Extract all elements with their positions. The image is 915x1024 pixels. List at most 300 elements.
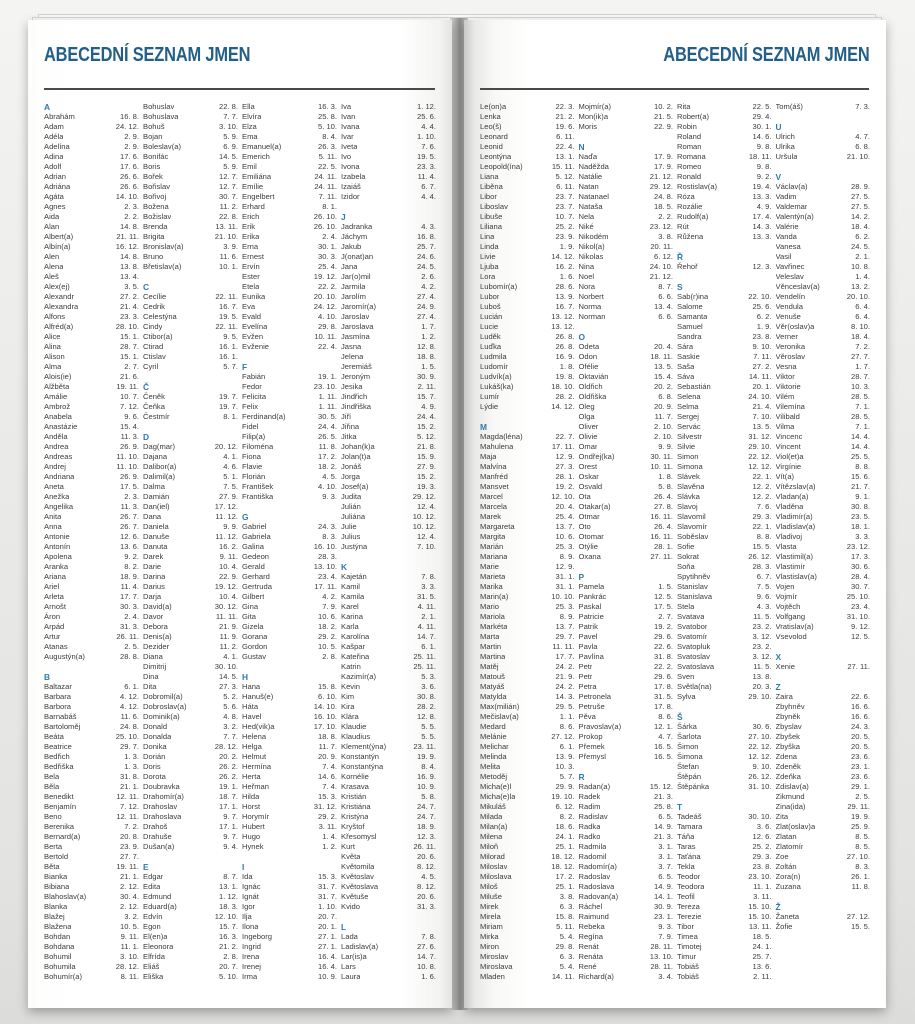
name: Vlastislav(a) [775,572,817,581]
name-entry [480,692,575,702]
date: 10. 11. [314,332,337,341]
name: Karel [341,602,359,611]
name-entry [143,142,238,152]
date: 26. 6. [120,172,139,181]
date: 26. 7. [120,512,139,521]
name-entry [480,362,575,372]
date: 15. 4. [654,372,673,381]
name-entry [480,202,575,212]
name-entry [579,952,674,962]
name-entry [341,582,436,592]
date: 27. 5. [851,202,870,211]
name-entry [579,742,674,752]
name: Ludomír [480,362,508,371]
name: Gerald [242,562,265,571]
name: Mariana [480,552,508,561]
date: 12. 6. [752,832,772,841]
name-entry [480,432,575,442]
name-entry [44,232,139,242]
name-entry [341,232,436,242]
name: Ondřej(ka) [578,452,615,461]
name: Berta [44,842,63,851]
name-entry [480,672,575,682]
name-entry [776,352,871,362]
name-entry [677,212,772,222]
date: 24. 8. [654,192,673,201]
name: Odon [578,352,598,361]
name-entry [143,292,238,302]
date: 25. 11. [413,652,436,661]
date: 30. 8. [851,502,870,511]
date: 4. 6. [223,462,238,471]
name-entry [44,722,139,732]
date: 13. 4. [120,272,139,281]
name: Dimitrij [143,662,167,671]
date: 9. 3. [658,922,673,931]
date: 1. 3. [124,752,139,761]
name: Jonáš [341,462,362,471]
date: 18. 7. [219,792,238,801]
name-entry [44,352,139,362]
name: Blažena [44,922,72,931]
name: Adrian [44,172,66,181]
name-entry [579,482,674,492]
date: 9. 7. [223,812,238,821]
name-entry [677,562,772,572]
name-entry [480,902,575,912]
name-entry [579,272,674,282]
name: Anežka [44,492,70,501]
diary-spread [28,12,886,1010]
date: 21. 10. [214,232,238,241]
date: 3. 12. [752,652,772,661]
name-entry [480,442,575,452]
name-entry [143,452,238,462]
date: 5. 5. [421,722,436,731]
name-entry [44,782,139,792]
name: Mirek [480,902,499,911]
name: Bohumila [44,962,76,971]
date: 25. 9. [851,822,870,831]
name-entry [579,452,674,462]
name: Luboš [480,302,501,311]
date: 17. 6. [120,162,139,171]
name-entry [677,622,772,632]
name: Rita [677,102,691,111]
date: 2. 5. [124,642,139,651]
name: Bedřiška [44,762,74,771]
name-entry [143,122,238,132]
date: 7. 6. [421,142,436,151]
name-entry [143,802,238,812]
date: 16. 6. [851,712,870,721]
name-entry [579,882,674,892]
name: Evelína [242,322,268,331]
date: 7. 9. [658,932,673,941]
date: 19. 1. [318,372,337,381]
name: Klára [341,712,359,721]
date: 30. 11. [650,452,673,461]
date: 9. 10. [752,342,772,351]
name: Natanael [578,192,609,201]
name: Ivan [341,112,356,121]
date: 2. 3. [124,202,139,211]
name: Ariel [44,582,60,591]
name: Hermína [242,762,272,771]
name-entry [480,302,575,312]
name: Mojmír(a) [578,102,611,111]
date: 26. 8. [555,332,575,341]
name: Beno [44,812,62,821]
date: 20. 12. [214,442,238,451]
date: 23. 1. [654,912,673,921]
date: 24. 1. [555,832,575,841]
name-entry [480,152,575,162]
date: 12. 3. [417,832,436,841]
name-entry [480,592,575,602]
name-entry [579,392,674,402]
name: Norman [578,312,606,321]
name-entry [341,592,436,602]
name-entry [480,852,575,862]
name-entry [677,852,772,862]
date: 15. 11. [551,162,575,171]
name: Jadranka [341,222,373,231]
section-letter: Č [143,382,150,392]
name: Zlat(oslav)a [775,822,816,831]
date: 6. 5. [658,812,673,821]
date: 25. 11. [413,662,436,671]
name-entry [143,672,238,682]
name-entry [44,452,139,462]
name: Iveta [341,142,358,151]
name-entry [341,222,436,232]
name-entry [341,512,436,522]
name: Vojmír [775,592,798,601]
name-entry [776,252,871,262]
name-entry [143,812,238,822]
name-entry [579,842,674,852]
date: 17. 1. [219,822,238,831]
name-entry [677,912,772,922]
name: Romana [677,152,706,161]
name-entry [677,942,772,952]
date: 29. 2. [318,812,337,821]
date: 25. 7. [752,952,772,961]
name-column [677,102,772,990]
name-entry [44,522,139,532]
date: 20. 11. [650,242,673,251]
date: 12. 8. [417,342,436,351]
date: 2. 7. [658,612,673,621]
date: 6. 4. [855,302,870,311]
date: 24. 7. [417,812,436,821]
name: Bianka [44,872,68,881]
date: 25. 8. [318,112,337,121]
name: Doris [143,762,161,771]
name: Terezie [677,912,702,921]
name-entry [143,842,238,852]
name-entry [776,552,871,562]
name: Přemysl [578,752,606,761]
section-letter: B [44,672,51,682]
name-entry [242,182,337,192]
date: 3. 6. [756,822,772,831]
name: Slavomil [677,512,706,521]
date: 16. 3. [318,102,337,111]
name-entry [143,512,238,522]
name: Donalda [143,732,172,741]
date: 3. 11. [753,892,772,901]
name: Renáta [578,952,603,961]
name-entry [579,102,674,112]
date: 14. 9. [654,822,673,831]
date: 24. 4. [417,412,436,421]
name-entry [677,782,772,792]
name: Rozálie [677,202,703,211]
date: 20. 1. [752,382,772,391]
date: 22. 7. [555,432,575,441]
name-entry [776,472,871,482]
name: Daniela [143,522,169,531]
name-entry [480,562,575,572]
name-entry [776,732,871,742]
name-entry [341,142,436,152]
name: Libor [480,192,497,201]
name-entry [677,732,772,742]
date: 16. 2. [555,262,575,271]
date: 22. 11. [215,322,238,331]
name-entry [44,392,139,402]
name-entry [341,702,436,712]
name: Jorga [341,472,360,481]
name-entry [677,772,772,782]
date: 14. 10. [313,702,337,711]
name: Fedor [242,382,262,391]
date: 18. 11. [650,352,673,361]
name: Leontýna [480,152,512,161]
date: 8. 6. [559,722,575,731]
date: 22. 1. [752,472,772,481]
date: 20. 2. [654,382,673,391]
date: 5. 8. [421,792,436,801]
date: 27. 10. [748,732,772,741]
name-entry [44,932,139,942]
date: 31. 3. [417,902,436,911]
name: Alžběta [44,382,70,391]
name-entry [776,922,871,932]
date: 19. 2. [654,622,673,631]
name-entry [579,282,674,292]
date: 1. 8. [559,362,575,371]
name-entry [480,682,575,692]
date: 14. 7. [417,632,436,641]
date: 16. 4. [318,962,337,971]
name-entry [776,232,871,242]
name: Radek [578,792,601,801]
date: 13. 6. [752,962,772,971]
date: 29. 4. [752,112,772,121]
date: 18. 4. [851,332,870,341]
name-entry [242,242,337,252]
date: 22. 4. [318,342,337,351]
name: Žaneta [775,912,800,921]
name: Alen [44,252,60,261]
date: 30. 6. [851,562,870,571]
section-letter: S [677,282,683,292]
date: 28. 6. [555,282,575,291]
date: 12. 1. [654,722,673,731]
name-entry [776,852,871,862]
date: 8. 8. [756,532,772,541]
date: 29. 11. [847,802,870,811]
name: Lucie [480,322,499,331]
date: 19. 8. [555,372,575,381]
date: 22. 6. [654,642,673,651]
name-entry [242,232,337,242]
name-entry [677,452,772,462]
name: Doubravka [143,782,180,791]
date: 20. 7. [219,962,238,971]
name-entry [242,292,337,302]
date: 8. 1. [322,202,337,211]
date: 31. 10. [748,782,772,791]
name: Evald [242,312,261,321]
date: 3. 3. [855,532,870,541]
name-entry [242,652,337,662]
name-entry [143,622,238,632]
name-entry [776,342,871,352]
date: 21. 7. [851,482,870,491]
date: 14. 7. [417,952,436,961]
name-entry [579,712,674,722]
date: 11. 7. [318,742,337,751]
name-entry [677,582,772,592]
date: 9. 7. [223,832,238,841]
name-entry [242,342,337,352]
date: 22. 6. [851,692,870,701]
name-entry [677,842,772,852]
date: 27. 1. [318,942,337,951]
name: Davor [143,612,164,621]
name-entry [480,252,575,262]
name-entry [44,592,139,602]
name-entry [341,622,436,632]
name-entry [776,722,871,732]
name: Salome [677,302,703,311]
name: Egon [143,922,161,931]
name-entry [143,152,238,162]
date: 29. 2. [318,632,337,641]
date: 27. 10. [846,852,870,861]
name: Šarlota [677,732,702,741]
name: Miloslav [480,862,508,871]
name-entry [341,292,436,302]
date: 8. 1. [223,412,238,421]
date: 17. 5. [654,602,673,611]
name-entry [579,802,674,812]
name: Saskie [677,352,700,361]
date: 12. 7. [219,172,238,181]
name-entry [341,952,436,962]
date: 1. 7. [421,322,436,331]
name-entry [242,882,337,892]
date: 11. 7. [654,412,673,421]
date: 29. 8. [555,942,575,951]
name-entry [44,412,139,422]
date: 20. 6. [417,852,436,861]
date: 4. 5. [421,872,436,881]
date: 17. 9. [654,162,673,171]
name: Nikolas [578,252,604,261]
name-entry [480,392,575,402]
name-entry [579,732,674,742]
name-entry [776,242,871,252]
date: 16. 5. [654,752,673,761]
name-entry [677,352,772,362]
date: 2. 6. [421,272,436,281]
date: 9. 9. [658,442,673,451]
name-entry [242,402,337,412]
name-entry [143,592,238,602]
name-entry [143,522,238,532]
date: 13. 9. [555,752,575,761]
name-entry [480,582,575,592]
name: Bela [44,772,60,781]
date: 27. 7. [851,352,870,361]
date: 22. 9. [654,122,673,131]
date: 7. 4. [322,782,337,791]
name-column [341,102,436,990]
name-entry [480,232,575,242]
name-entry [143,342,238,352]
name-entry [242,132,337,142]
date: 23. 7. [555,192,575,201]
name: Milan(a) [480,822,508,831]
name: Timur [677,952,697,961]
name: Bohumír(a) [44,972,82,981]
date: 12. 6. [120,532,139,541]
name: Nela [578,212,595,221]
date: 1. 6. [559,272,575,281]
name-entry [341,192,436,202]
date: 12. 2. [752,492,772,501]
date: 6. 5. [658,872,673,881]
date: 12. 8. [417,712,436,721]
name-entry [44,912,139,922]
name-entry [44,442,139,452]
date: 9. 12. [851,622,870,631]
name-entry [242,122,337,132]
date: 15. 8. [318,682,337,691]
name: Ludmila [480,352,507,361]
date: 6. 1. [421,642,436,651]
name: Regína [578,932,603,941]
name-entry [242,282,337,292]
date: 18. 5. [752,932,772,941]
date: 11. 5. [753,612,772,621]
name: Andriana [44,472,75,481]
name-entry [242,322,337,332]
date: 18. 2. [318,622,337,631]
date: 24. 12. [313,302,337,311]
name: Otýlie [578,542,598,551]
name: Šárka [677,722,697,731]
name: Baltazar [44,682,72,691]
name-entry [480,862,575,872]
name-entry [341,722,436,732]
name: Amálie [44,392,68,401]
